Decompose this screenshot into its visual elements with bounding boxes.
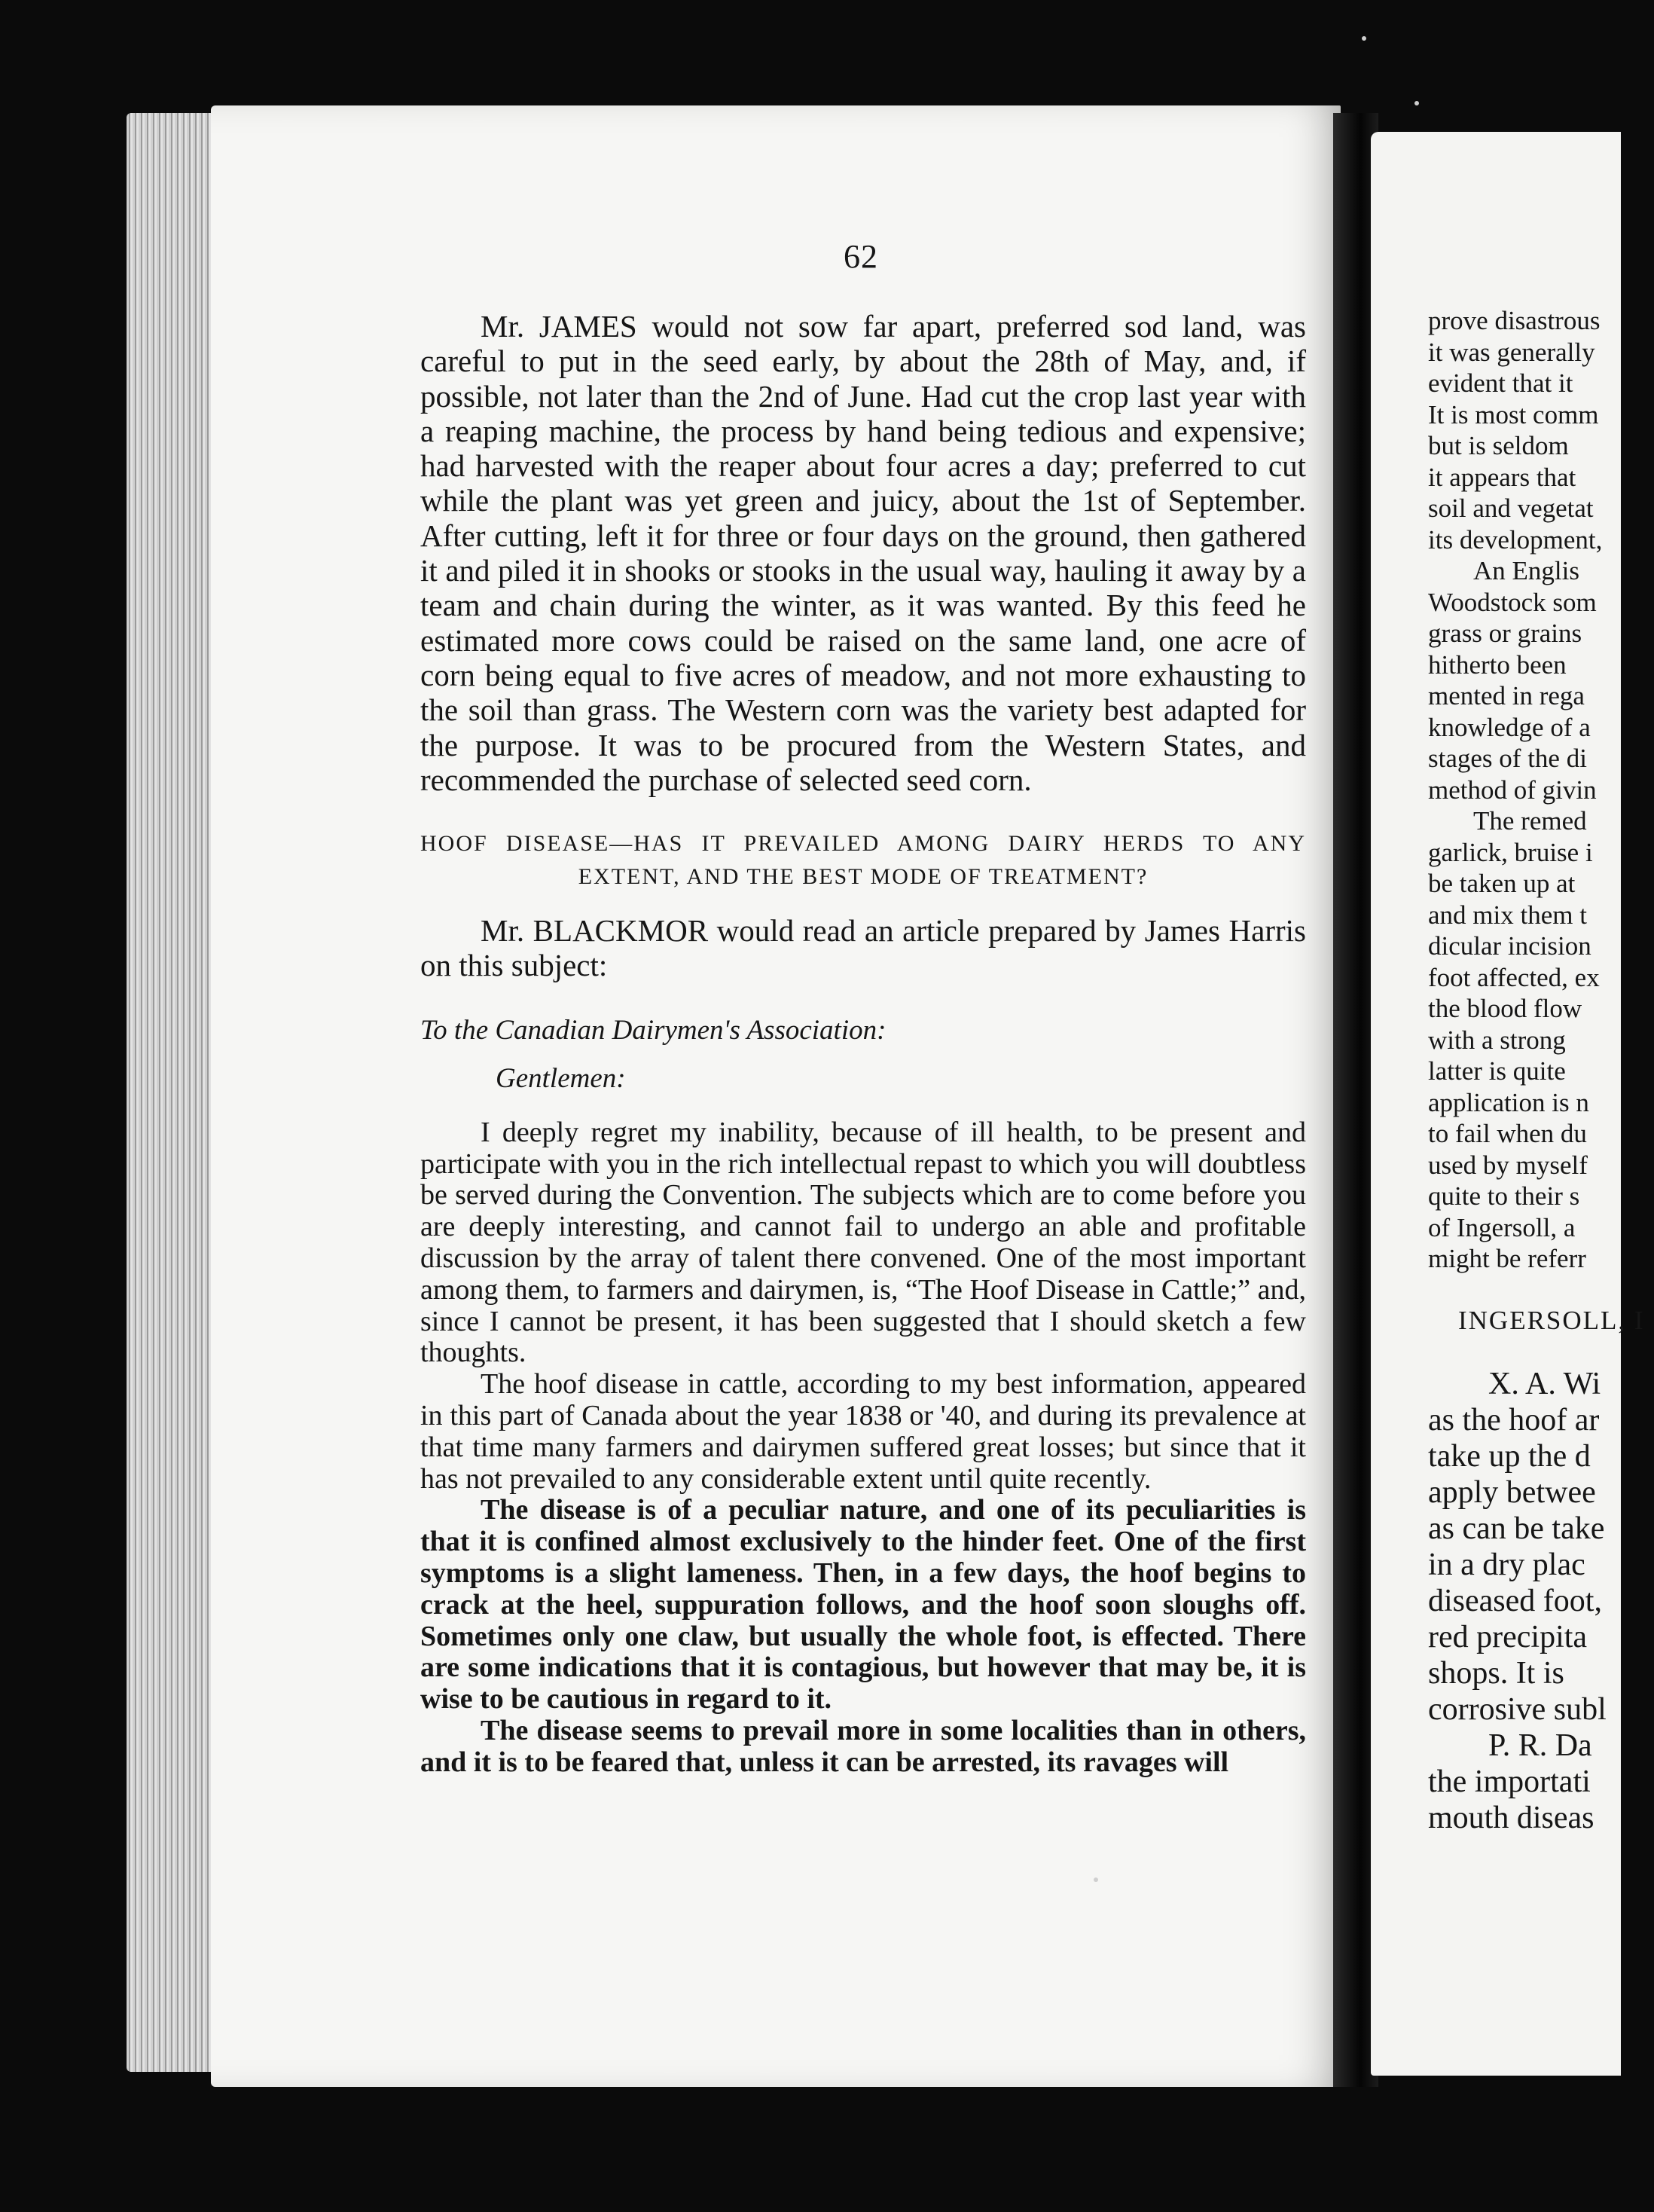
section-heading (420, 827, 1306, 894)
right-line: latter is quite (1428, 1056, 1566, 1086)
right-line: it appears that (1428, 462, 1576, 492)
right-line: dicular incision (1428, 931, 1591, 961)
right-line: might be referr (1428, 1244, 1586, 1273)
right-line: but is seldom (1428, 431, 1569, 460)
right-line: and mix them t (1428, 900, 1587, 930)
letter-body (420, 1117, 1306, 1779)
letter-paragraph: I deeply regret my inability, because of ill health, to be present and participate with you in the rich intellectual repast to which you will doubtless be served during the Convention. The subjects which are to come before you are deeply interesting, and cannot fail to undergo an able and profitable discussion by the array of talent there convened. One of the most important among them, to farmers and dairymen, is, “The Hoof Disease in Cattle;” and, since I cannot be present, it has been suggested that I should sketch a few thoughts. (420, 1116, 1306, 1369)
right-line-large: corrosive subl (1428, 1692, 1607, 1727)
letter-paragraph: The hoof disease in cattle, according to my best information, appeared in this part of Canada about the year 1838 or '40, and during its prevalence at that time many farmers and dairymen suffered great losses; but since that it has not prevailed to any considerable extent until quite recently. (420, 1368, 1306, 1495)
dust-speck (1094, 1877, 1098, 1882)
right-line-large: as can be take (1428, 1511, 1605, 1546)
right-line: mented in rega (1428, 681, 1585, 710)
right-line: method of givin (1428, 775, 1597, 805)
right-line-large: diseased foot, (1428, 1584, 1602, 1618)
right-line: Woodstock som (1428, 587, 1597, 617)
right-line: it was generally (1428, 337, 1595, 367)
right-line-large: as the hoof ar (1428, 1403, 1600, 1437)
right-line-large: shops. It is (1428, 1656, 1564, 1691)
right-line: its development, (1428, 524, 1603, 555)
right-line: garlick, bruise i (1428, 837, 1593, 867)
right-line: prove disastrous (1428, 306, 1601, 335)
right-line: used by myself (1428, 1150, 1588, 1180)
left-page-text (420, 309, 1306, 1778)
right-line: to fail when du (1428, 1119, 1587, 1148)
paragraph-james: Mr. JAMES would not sow far apart, preferred sod land, was careful to put in the seed early, by about the 28th of May, and, if possible, not later than the 2nd of June. Had cut the crop last year with a reaping machine, the process by hand being tedious and expensive; had harvested with the reaper about four acres a day; preferred to cut while the plant was yet green and juicy, about the 1st of September. After cutting, left it for three or four days on the ground, then gathered it and piled it in shooks or stooks in the usual way, hauling it away by a team and chain during the winter, as it was wanted. By this feed he estimated more cows could be raised on the same land, one acre of corn being equal to five acres of meadow, and not more exhausting to the soil than grass. The Western corn was the variety best adapted for the purpose. It was to be procured from the Western States, and recommended the purchase of selected seed corn. (420, 309, 1306, 797)
right-line: application is n (1428, 1087, 1589, 1117)
heading-line-1: HOOF DISEASE—HAS IT PREVAILED AMONG DAIRY HERDS TO ANY (420, 831, 1306, 857)
right-page-text (1428, 305, 1654, 1836)
right-line: hitherto been (1428, 649, 1567, 680)
right-line: the blood flow (1428, 994, 1582, 1023)
dust-speck (1414, 101, 1419, 105)
heading-line-2: EXTENT, AND THE BEST MODE OF TREATMENT? (578, 864, 1149, 890)
right-line: It is most comm (1428, 399, 1599, 429)
right-line: quite to their s (1428, 1181, 1580, 1211)
right-line: stages of the di (1428, 744, 1587, 773)
right-line-large: in a dry plac (1428, 1547, 1585, 1582)
right-line: with a strong (1428, 1025, 1566, 1055)
right-line: of Ingersoll, a (1428, 1212, 1576, 1242)
right-line: The remed (1473, 806, 1587, 836)
paragraph-blackmor: Mr. BLACKMOR would read an article prepared by James Harris on this subject: (420, 913, 1306, 983)
right-line: knowledge of a (1428, 712, 1591, 742)
right-line-large: take up the d (1428, 1439, 1591, 1474)
right-line-large: mouth diseas (1428, 1801, 1594, 1835)
letter-greeting: Gentlemen: (496, 1062, 626, 1094)
dust-speck (1362, 36, 1366, 41)
right-line-large: the importati (1428, 1764, 1591, 1799)
right-line: grass or grains (1428, 619, 1582, 648)
letter-paragraph: The disease seems to prevail more in some localities than in others, and it is to be feared that, unless it can be arrested, its ravages will (420, 1714, 1306, 1778)
right-signature: INGERSOLL, I (1458, 1305, 1645, 1335)
right-line: be taken up at (1428, 869, 1576, 898)
right-line-large: apply betwee (1428, 1475, 1596, 1510)
letter-salutation: To the Canadian Dairymen's Association: (420, 1014, 887, 1046)
page-number: 62 (844, 238, 878, 275)
right-line-large: P. R. Da (1488, 1728, 1592, 1763)
right-line-large: X. A. Wi (1488, 1367, 1601, 1401)
right-line-large: red precipita (1428, 1620, 1588, 1654)
right-line: foot affected, ex (1428, 962, 1600, 992)
right-line: An Englis (1473, 556, 1579, 585)
right-line: evident that it (1428, 368, 1573, 398)
right-line: soil and vegetat (1428, 493, 1594, 523)
letter-paragraph: The disease is of a peculiar nature, and one of its peculiarities is that it is confined almost exclusively to the hinder feet. One of the first symptoms is a slight lameness. Then, in a few days, the hoof begins to crack at the heel, suppuration follows, and the hoof soon sloughs off. Sometimes only one claw, but usually the whole foot, is effected. There are some indications that it is contagious, but however that may be, it is wise to be cautious in regard to it. (420, 1494, 1306, 1716)
